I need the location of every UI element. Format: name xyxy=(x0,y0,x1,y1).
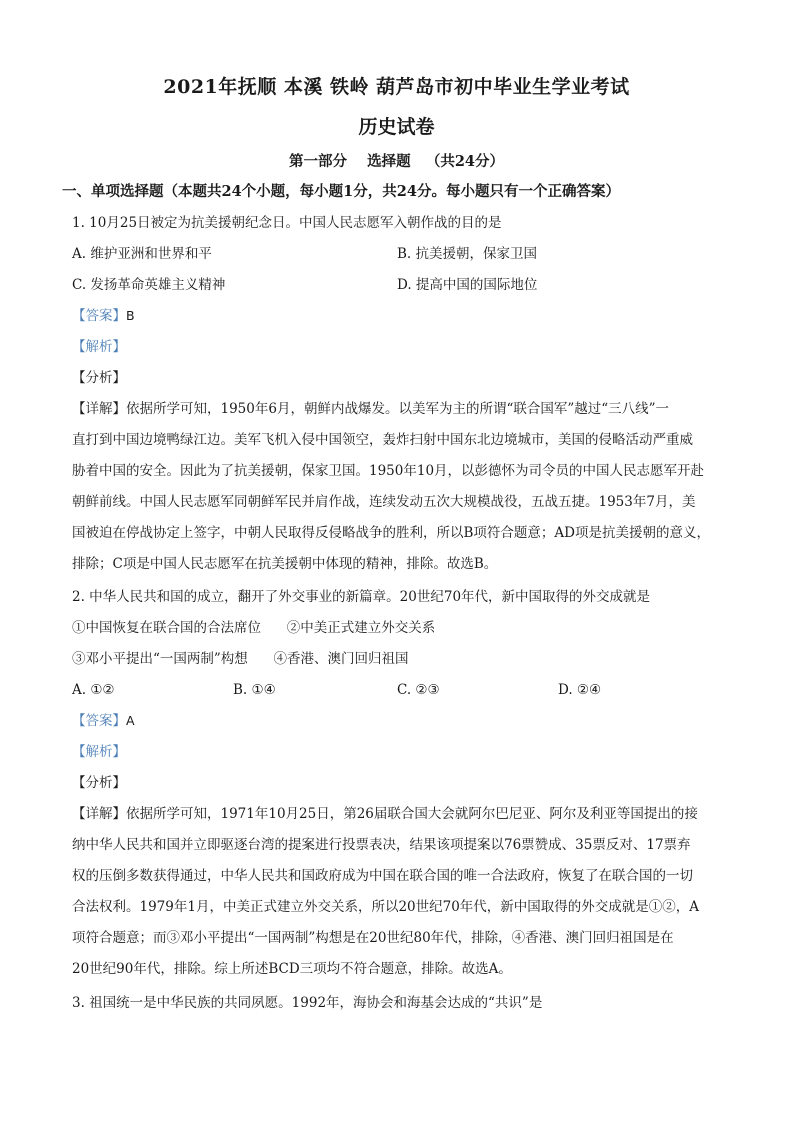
question-1-option-b: B. 抗美援朝，保家卫国 xyxy=(397,246,538,262)
question-1-detail xyxy=(72,394,722,580)
question-2-fenxi-label xyxy=(72,773,126,793)
question-1-option-a: A. 维护亚洲和世界和平 xyxy=(72,246,212,262)
answer-label: 【答案】 xyxy=(72,713,126,729)
detail-line: 直打到中国边境鸭绿江边。美军飞机入侵中国领空，轰炸扫射中国东北边境城市，美国的侵略活动严重威 xyxy=(72,432,693,448)
question-1-option-d: D. 提高中国的国际地位 xyxy=(397,277,538,293)
exam-title: 2021年抚顺 本溪 铁岭 葫芦岛市初中毕业生学业考试 xyxy=(163,76,630,98)
detail-line: 纳中华人民共和国并立即驱逐台湾的提案进行投票表决，结果该项提案以76票赞成、35票反对、17票弃 xyxy=(72,837,691,853)
question-1-fenxi-label xyxy=(72,368,126,388)
question-2-option-b: B. ①④ xyxy=(233,682,276,698)
question-3-stem: 3. 祖国统一是中华民族的共同夙愿。1992年，海协会和海基会达成的“共识”是 xyxy=(72,995,543,1011)
detail-line: 朝鲜前线。中国人民志愿军同朝鲜军民并肩作战，连续发动五次大规模战役，五战五捷。1953年7月，美 xyxy=(72,494,696,510)
detail-line: 【详解】依据所学可知，1971年10月25日，第26届联合国大会就阿尔巴尼亚、阿尔及利亚等国提出的接 xyxy=(72,806,698,822)
detail-line: 权的压倒多数获得通过，中华人民共和国政府成为中国在联合国的唯一合法政府，恢复了在联合国的一切 xyxy=(72,868,693,884)
question-2-items-row-1: ①中国恢复在联合国的合法席位 ②中美正式建立外交关系 xyxy=(72,620,436,636)
question-2-stem: 2. 中华人民共和国的成立，翻开了外交事业的新篇章。20世纪70年代，新中国取得的外交成就是 xyxy=(72,589,651,605)
question-2-option-d: D. ②④ xyxy=(558,682,602,698)
exam-subtitle: 历史试卷 xyxy=(358,116,435,138)
fenxi-label: 【分析】 xyxy=(72,370,126,386)
question-2-answer xyxy=(72,711,135,731)
analysis-label: 【解析】 xyxy=(72,744,126,760)
detail-line: 国被迫在停战协定上签字，中朝人民取得反侵略战争的胜利，所以B项符合题意；AD项是抗美援朝的意义， xyxy=(72,525,710,541)
question-1-option-c: C. 发扬革命英雄主义精神 xyxy=(72,277,226,293)
question-2-option-c: C. ②③ xyxy=(397,682,440,698)
question-2-option-a: A. ①② xyxy=(72,682,115,698)
question-2-analysis-label xyxy=(72,742,126,762)
question-2-items-row-2: ③邓小平提出“一国两制”构想 ④香港、澳门回归祖国 xyxy=(72,651,409,667)
answer-value: A xyxy=(126,713,135,728)
question-2-detail xyxy=(72,799,722,985)
detail-label: 【详解】 xyxy=(72,806,126,822)
answer-label: 【答案】 xyxy=(72,308,126,324)
section-heading: 一、单项选择题（本题共24个小题，每小题1分，共24分。每小题只有一个正确答案） xyxy=(62,183,620,200)
fenxi-label: 【分析】 xyxy=(72,775,126,791)
detail-line: 胁着中国的安全。因此为了抗美援朝，保家卫国。1950年10月，以彭德怀为司令员的中国人民志愿军开赴 xyxy=(72,463,705,479)
detail-line: 20世纪90年代，排除。综上所述BCD三项均不符合题意，排除。故选A。 xyxy=(72,961,512,977)
question-1-answer xyxy=(72,306,135,326)
detail-line: 【详解】依据所学可知，1950年6月，朝鲜内战爆发。以美军为主的所谓“联合国军”越过“三八线”一 xyxy=(72,401,670,417)
part-heading: 第一部分 选择题 （共24分） xyxy=(288,153,504,170)
detail-line: 项符合题意；而③邓小平提出“一国两制”构想是在20世纪80年代，排除，④香港、澳门回归祖国是在 xyxy=(72,930,674,946)
detail-line: 排除；C项是中国人民志愿军在抗美援朝中体现的精神，排除。故选B。 xyxy=(72,556,498,572)
answer-value: B xyxy=(126,308,135,323)
detail-label: 【详解】 xyxy=(72,401,126,417)
analysis-label: 【解析】 xyxy=(72,339,126,355)
question-1-analysis-label xyxy=(72,337,126,357)
detail-line: 合法权利。1979年1月，中美正式建立外交关系，所以20世纪70年代，新中国取得的外交成就是①②，A xyxy=(72,899,700,915)
question-1-stem: 1. 10月25日被定为抗美援朝纪念日。中国人民志愿军入朝作战的目的是 xyxy=(72,215,502,231)
